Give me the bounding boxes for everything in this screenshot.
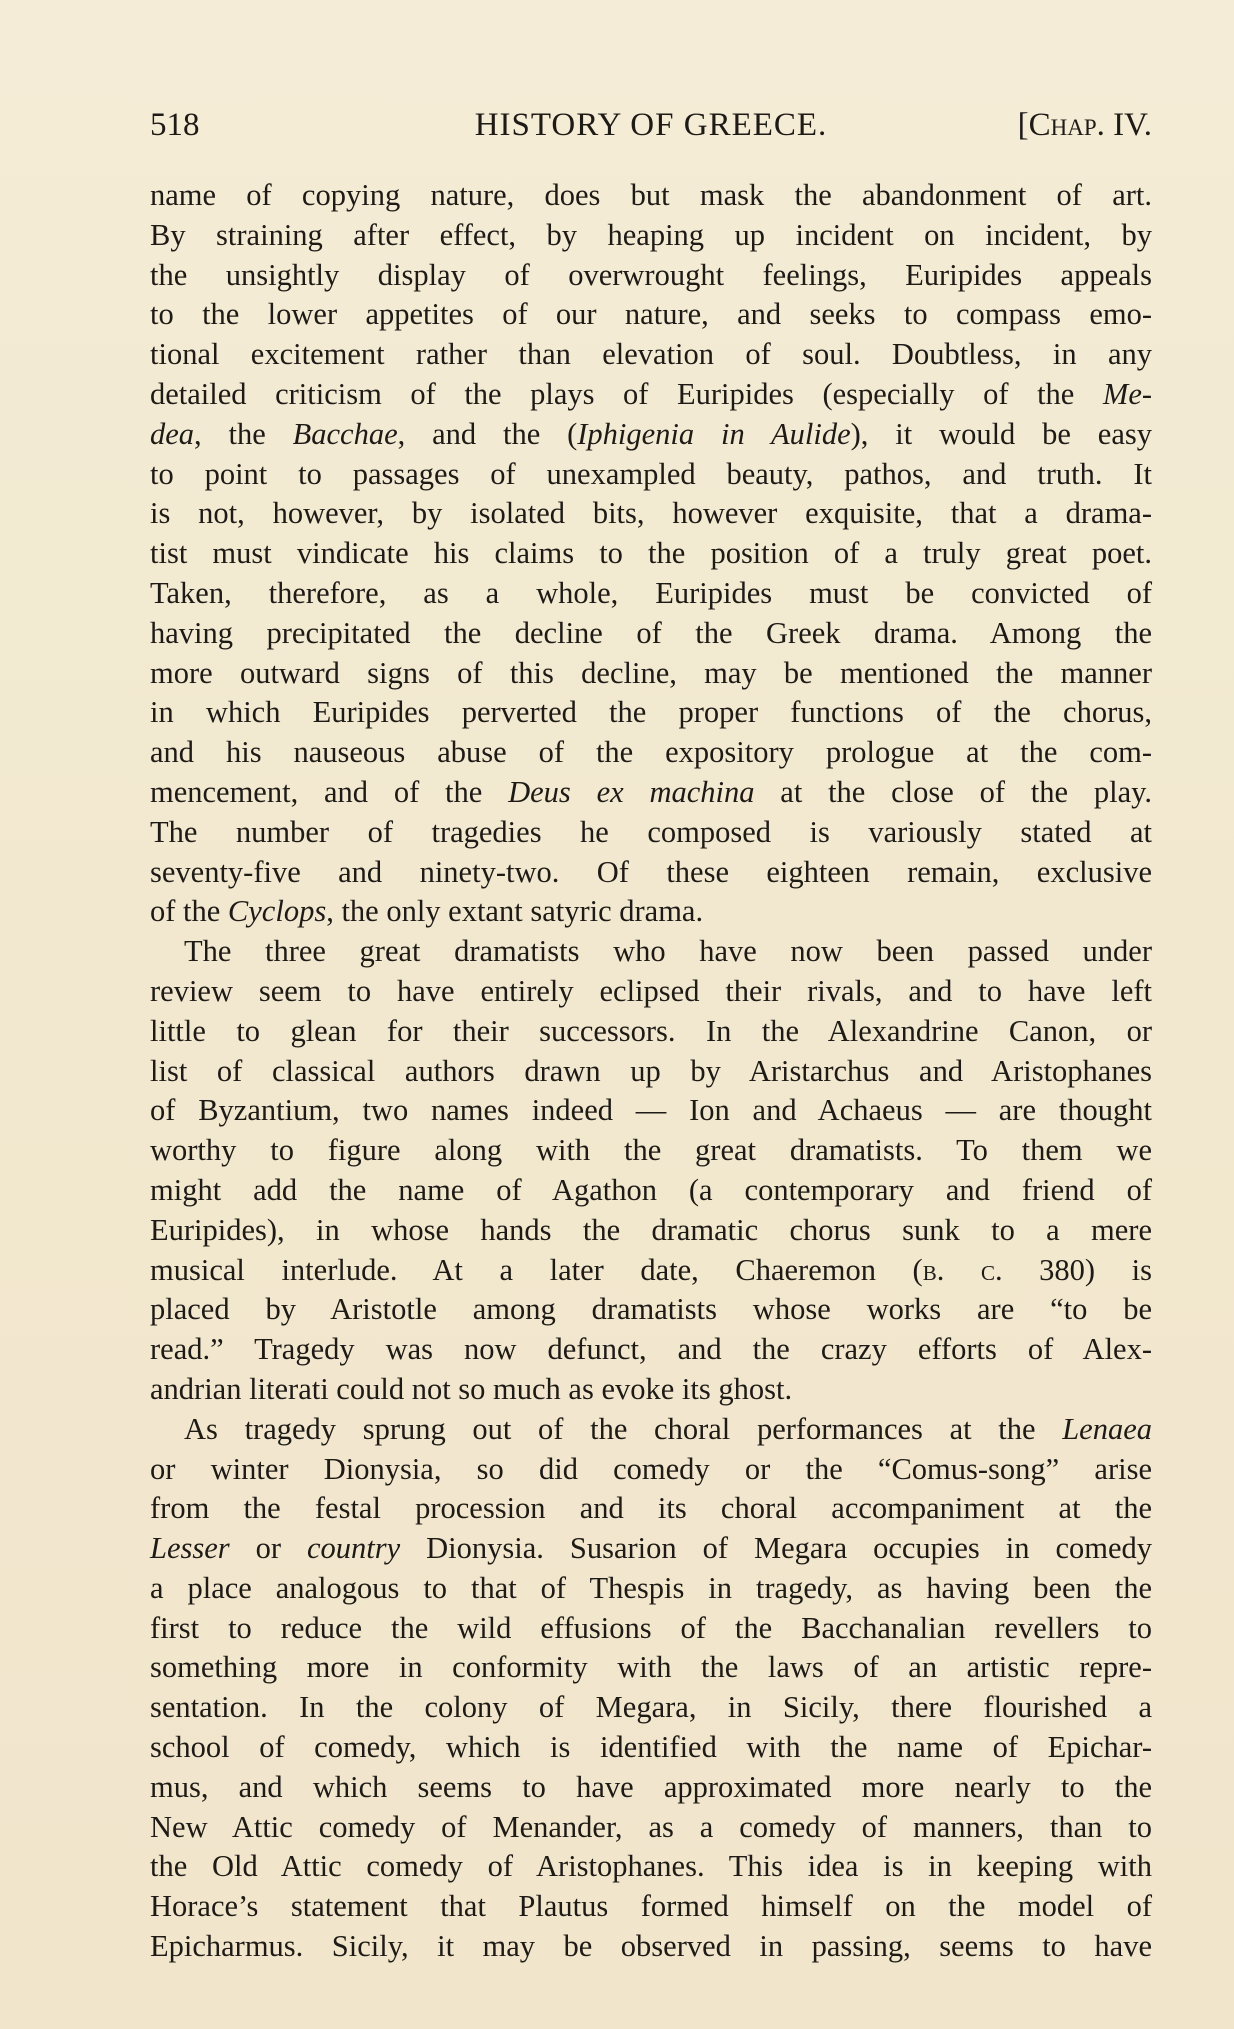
- paragraph: [150, 176, 1152, 932]
- paragraph: [150, 932, 1152, 1410]
- text-line: to the lower appetites of our nature, and seeks to compass emo-: [150, 297, 1152, 332]
- body-text: [150, 176, 1152, 1967]
- text-line: [150, 773, 1152, 813]
- text-line: [150, 1410, 1152, 1450]
- text-segment: of the: [150, 894, 228, 929]
- text-line: more outward signs of this decline, may be mentioned the manner: [150, 655, 1152, 690]
- small-caps-date: b. c.: [922, 1252, 1003, 1287]
- text-segment: As tragedy sprung out of the choral performances at the: [184, 1411, 1036, 1446]
- text-line: first to reduce the wild effusions of the Bacchanalian revellers to: [150, 1610, 1152, 1645]
- text-segment: detailed criticism of the plays of Euripides (especially of the: [150, 376, 1075, 411]
- text-line: tional excitement rather than elevation of soul. Doubtless, in any: [150, 337, 1152, 372]
- text-line: to point to passages of unexampled beauty, pathos, and truth. It: [150, 456, 1152, 491]
- page-number: 518: [150, 107, 200, 143]
- text-segment: 380) is: [1002, 1252, 1153, 1287]
- text-line: a place analogous to that of Thespis in tragedy, as having been the: [150, 1570, 1152, 1605]
- text-segment: mencement, and of the: [150, 774, 509, 809]
- text-line: is not, however, by isolated bits, however exquisite, that a drama-: [150, 496, 1152, 531]
- text-line: having precipitated the decline of the Greek drama. Among the: [150, 615, 1152, 650]
- text-line: placed by Aristotle among dramatists whose works are “to be: [150, 1292, 1152, 1327]
- text-line: Epicharmus. Sicily, it may be observed in passing, seems to have: [150, 1929, 1152, 1964]
- text-line: sentation. In the colony of Megara, in Sicily, there flourished a: [150, 1690, 1152, 1725]
- text-segment: , and the: [397, 416, 568, 451]
- text-line: read.” Tragedy was now defunct, and the crazy efforts of Alex-: [150, 1332, 1152, 1367]
- text-segment: , the: [194, 416, 293, 451]
- text-line: Euripides), in whose hands the dramatic chorus sunk to a mere: [150, 1212, 1152, 1247]
- text-line: The number of tragedies he composed is variously stated at: [150, 814, 1152, 849]
- text-line: [150, 375, 1152, 415]
- italic-term: Lesser: [150, 1531, 230, 1566]
- text-line: worthy to figure along with the great dramatists. To them we: [150, 1133, 1152, 1168]
- text-segment: at the close of the play.: [754, 774, 1153, 809]
- text-line: and his nauseous abuse of the expository prologue at the com-: [150, 735, 1152, 770]
- text-line: review seem to have entirely eclipsed their rivals, and to have left: [150, 973, 1152, 1008]
- text-line: tist must vindicate his claims to the position of a truly great poet.: [150, 536, 1152, 571]
- text-segment: ), it would be easy: [850, 416, 1152, 451]
- text-segment: musical interlude. At a later date, Chaeremon (: [150, 1252, 923, 1287]
- paragraph: [150, 1410, 1152, 1967]
- italic-title: Me-: [1102, 376, 1153, 411]
- text-line: seventy-five and ninety-two. Of these eighteen remain, exclusive: [150, 854, 1152, 889]
- italic-title: dea: [150, 416, 195, 451]
- text-segment: , the only extant satyric drama.: [326, 894, 704, 929]
- text-line: or winter Dionysia, so did comedy or the “Comus-song” arise: [150, 1451, 1152, 1486]
- text-line: the Old Attic comedy of Aristophanes. This idea is in keeping with: [150, 1849, 1152, 1884]
- text-line: Horace’s statement that Plautus formed himself on the model of: [150, 1889, 1152, 1924]
- text-line: [150, 1529, 1152, 1569]
- text-line: of Byzantium, two names indeed — Ion and Achaeus — are thought: [150, 1093, 1152, 1128]
- italic-title: Iphigenia in Aulide: [577, 416, 851, 451]
- text-line: [150, 892, 1152, 932]
- text-line: from the festal procession and its choral accompaniment at the: [150, 1491, 1152, 1526]
- text-line: name of copying nature, does but mask the abandonment of art.: [150, 178, 1152, 212]
- text-line: dea, the Bacchae, and the (Iphigenia in Aulide), it would be easy: [150, 416, 1152, 451]
- running-head: [150, 100, 1152, 150]
- text-line: the unsightly display of overwrought feelings, Euripides appeals: [150, 257, 1152, 292]
- text-line: something more in conformity with the laws of an artistic repre-: [150, 1650, 1152, 1685]
- text-line: Taken, therefore, as a whole, Euripides must be convicted of: [150, 575, 1152, 610]
- text-line: The three great dramatists who have now been passed under: [184, 934, 1152, 969]
- italic-term: Deus ex machina: [508, 774, 755, 809]
- text-line: list of classical authors drawn up by Aristarchus and Aristophanes: [150, 1053, 1152, 1088]
- italic-title: Cyclops: [227, 894, 327, 929]
- text-line: in which Euripides perverted the proper functions of the chorus,: [150, 695, 1152, 730]
- text-line: little to glean for their successors. In the Alexandrine Canon, or: [150, 1013, 1152, 1048]
- italic-term: Lenaea: [1062, 1411, 1153, 1446]
- text-segment: or: [229, 1531, 308, 1566]
- text-segment: Dionysia. Susarion of Megara occupies in comedy: [400, 1531, 1152, 1566]
- running-title: HISTORY OF GREECE.: [474, 107, 828, 143]
- chapter-reference: [Chap. IV.: [1017, 107, 1152, 143]
- text-line: school of comedy, which is identified with the name of Epichar-: [150, 1730, 1152, 1765]
- italic-title: Bacchae: [292, 416, 398, 451]
- text-line: might add the name of Agathon (a contemporary and friend of: [150, 1172, 1152, 1207]
- text-line: andrian literati could not so much as evoke its ghost.: [150, 1371, 793, 1406]
- italic-term: country: [307, 1531, 401, 1566]
- text-line: New Attic comedy of Menander, as a comedy of manners, than to: [150, 1809, 1152, 1844]
- text-line: [150, 1251, 1152, 1291]
- text-line: By straining after effect, by heaping up incident on incident, by: [150, 217, 1152, 252]
- text-line: mus, and which seems to have approximated more nearly to the: [150, 1769, 1152, 1804]
